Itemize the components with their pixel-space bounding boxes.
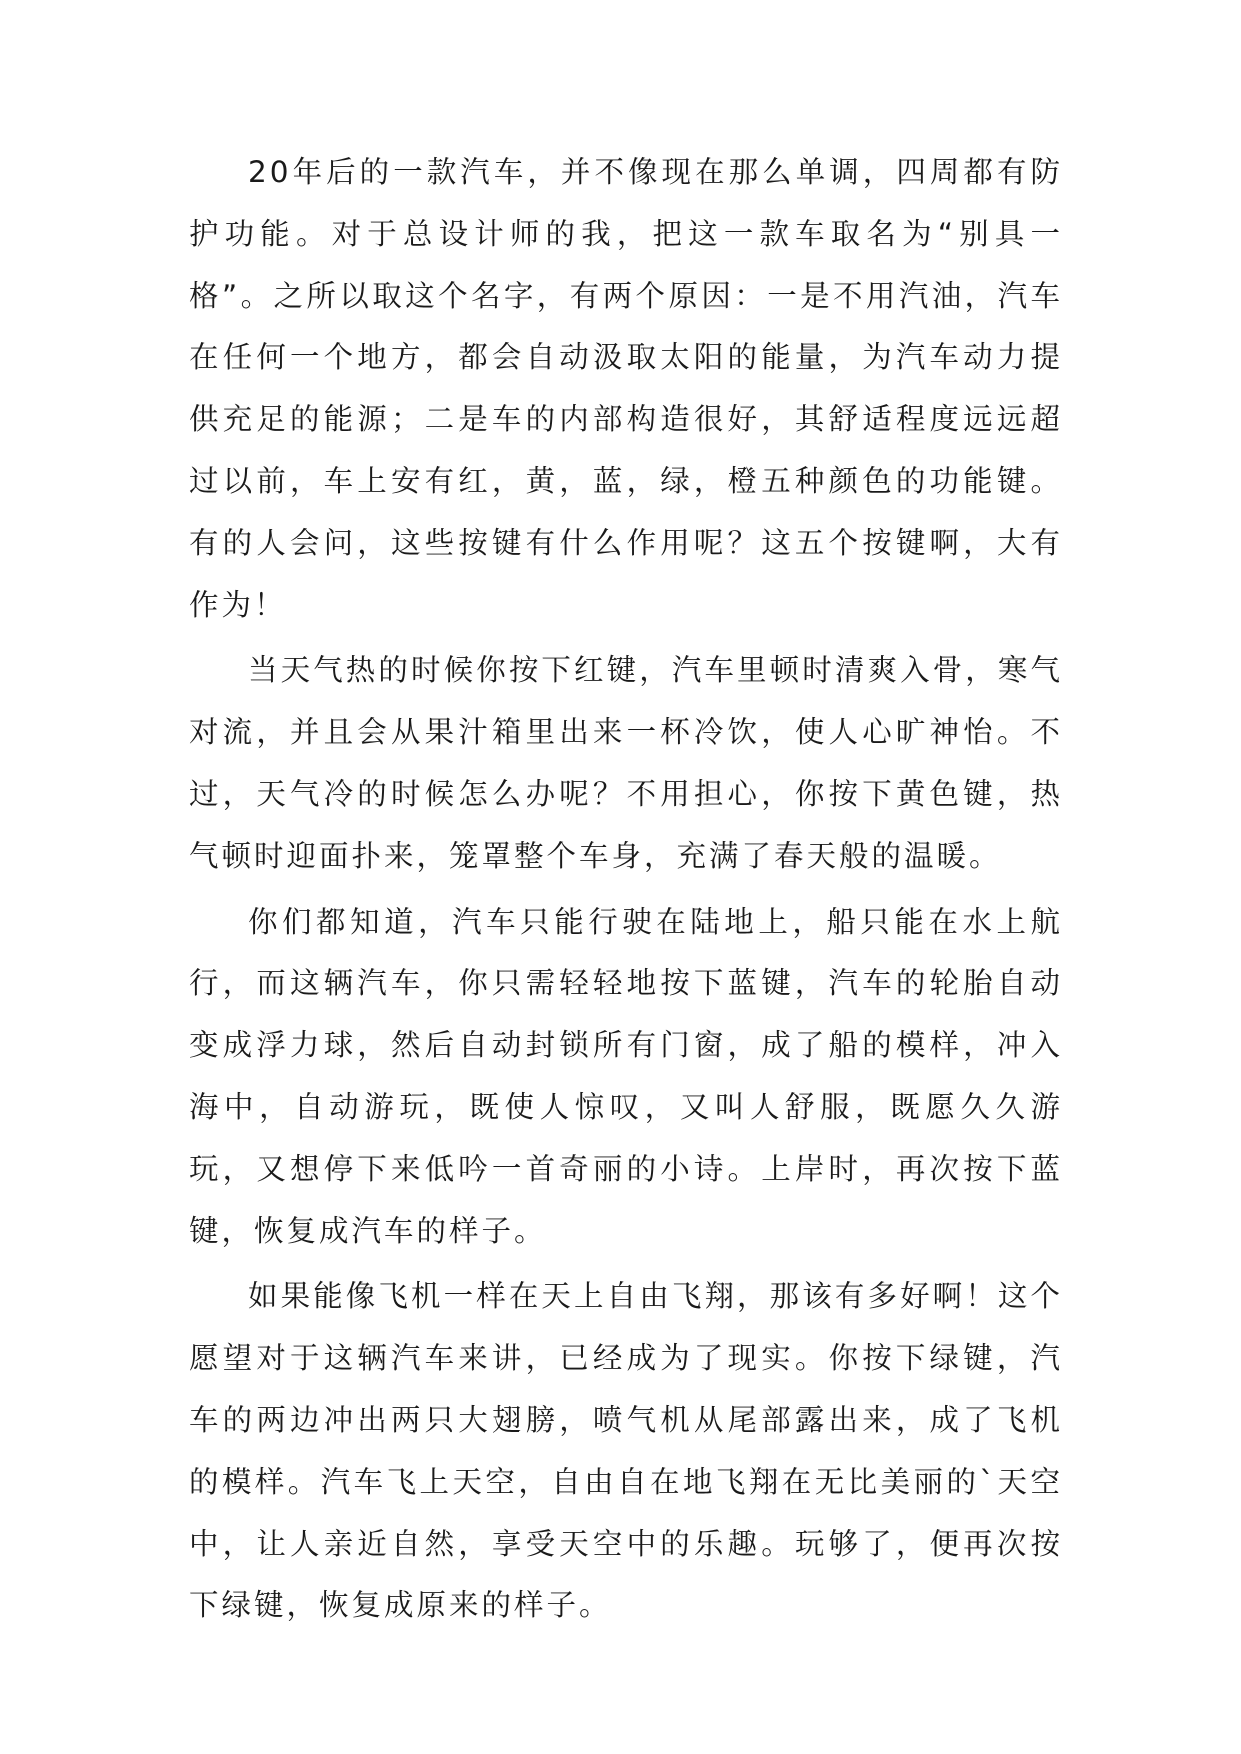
document-body — [189, 142, 1063, 1641]
paragraph-4: 如果能像飞机一样在天上自由飞翔，那该有多好啊！这个愿望对于这辆汽车来讲，已经成为了现实。你按下绿键，汽车的两边冲出两只大翅膀，喷气机从尾部露出来，成了飞机的模样。汽车飞上天空，自由自在地飞翔在无比美丽的`天空中，让人亲近自然，享受天空中的乐趣。玩够了，便再次按下绿键，恢复成原来的样子。 — [189, 1279, 1063, 1623]
paragraph-3: 你们都知道，汽车只能行驶在陆地上，船只能在水上航行，而这辆汽车，你只需轻轻地按下蓝键，汽车的轮胎自动变成浮力球，然后自动封锁所有门窗，成了船的模样，冲入海中，自动游玩，既使人惊叹，又叫人舒服，既愿久久游玩，又想停下来低吟一首奇丽的小诗。上岸时，再次按下蓝键，恢复成汽车的样子。 — [189, 904, 1063, 1248]
paragraph-1: 20年后的一款汽车，并不像现在那么单调，四周都有防护功能。对于总设计师的我，把这一款车取名为“别具一格”。之所以取这个名字，有两个原因：一是不用汽油，汽车在任何一个地方，都会自动汲取太阳的能量，为汽车动力提供充足的能源；二是车的内部构造很好，其舒适程度远远超过以前，车上安有红，黄，蓝，绿，橙五种颜色的功能键。有的人会问，这些按键有什么作用呢？这五个按键啊，大有作为！ — [189, 155, 1063, 622]
paragraph-2: 当天气热的时候你按下红键，汽车里顿时清爽入骨，寒气对流，并且会从果汁箱里出来一杯冷饮，使人心旷神怡。不过，天气冷的时候怎么办呢？不用担心，你按下黄色键，热气顿时迎面扑来，笼罩整个车身，充满了春天般的温暖。 — [189, 653, 1063, 873]
